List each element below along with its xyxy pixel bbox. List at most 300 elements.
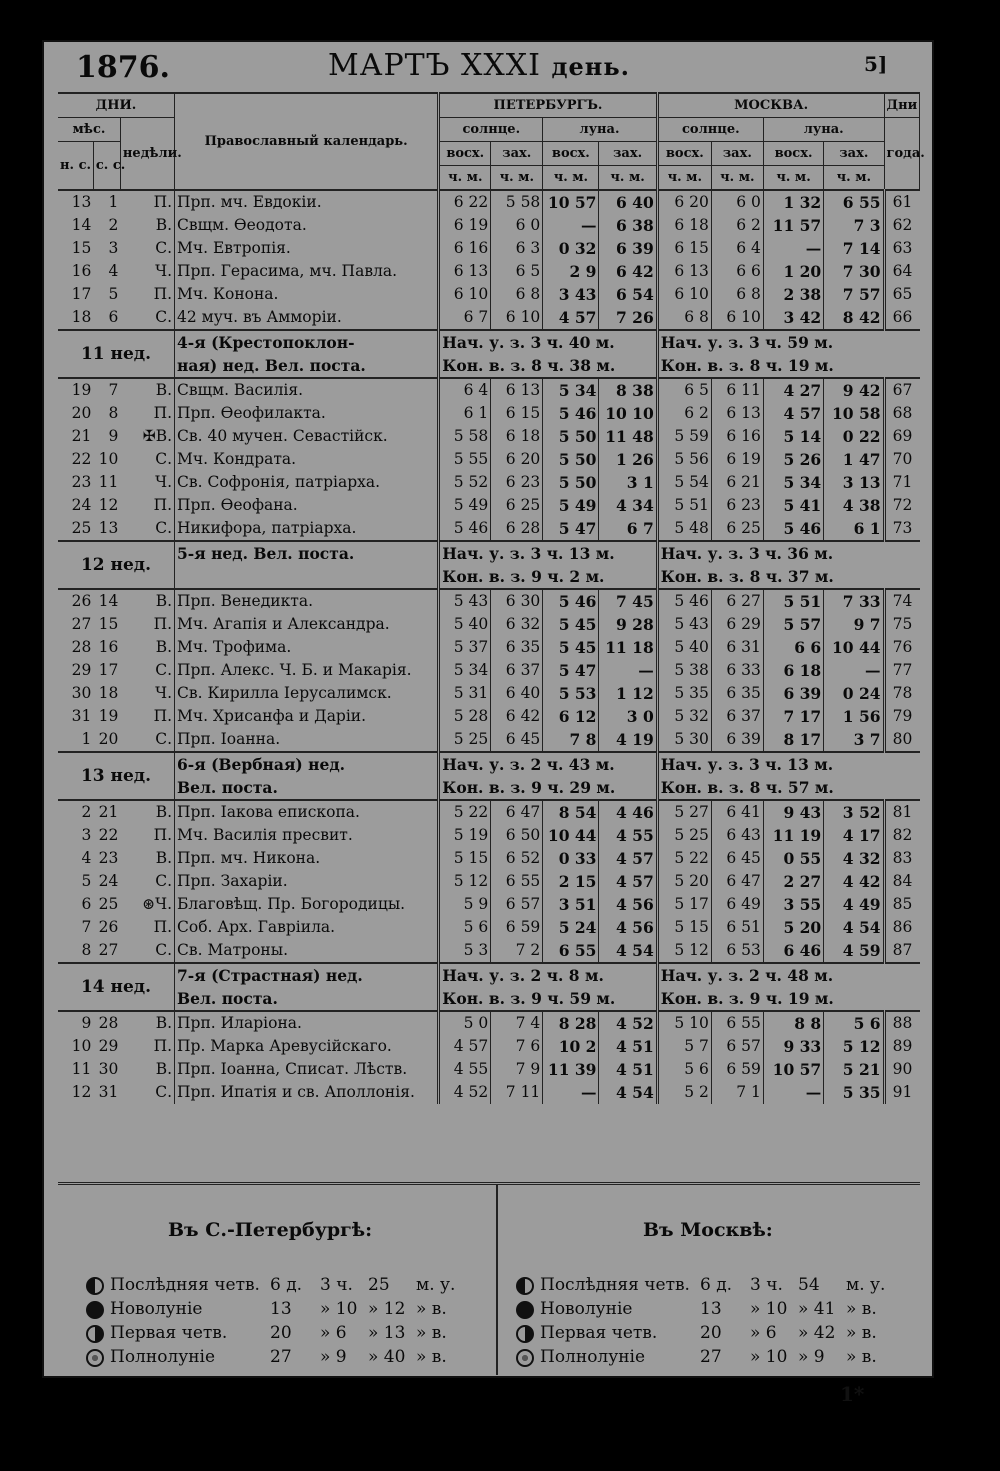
saint-name: Прп. Ипатiя и св. Аполлонiя. [175, 1081, 439, 1104]
phase-day: 6 д. [700, 1275, 733, 1295]
peter-moon-rise: 5 50 [543, 448, 599, 471]
day-ns: 3 [81, 826, 92, 844]
peter-sun-rise: 5 43 [439, 589, 491, 613]
moscow-sun-rise: 5 46 [657, 589, 711, 613]
year-day: 76 [884, 636, 919, 659]
peter-sun-rise: 4 52 [439, 1081, 491, 1104]
col-mes: мѣс. [58, 118, 120, 142]
peter-moon-set: 1 26 [599, 448, 657, 471]
weekday: ✠В. [142, 427, 173, 445]
table-body [58, 190, 920, 1104]
moscow-moon-rise: 5 46 [763, 517, 823, 541]
moscow-sun-rise: 6 8 [657, 306, 711, 330]
moscow-moon-rise: 3 42 [763, 306, 823, 330]
moscow-sun-set: 6 35 [711, 682, 763, 705]
week-row [58, 963, 920, 987]
hm-6: ч. м. [711, 166, 763, 191]
peter-moon-set: 3 0 [599, 705, 657, 728]
day-ns: 17 [71, 285, 92, 303]
moscow-moon-set: 4 59 [824, 939, 884, 963]
table-row [58, 494, 920, 517]
peter-sun-rise: 6 10 [439, 283, 491, 306]
table-row [58, 589, 920, 613]
table-row [58, 471, 920, 494]
day-ss: 11 [98, 473, 119, 491]
peter-twilight: Нач. у. з. 3 ч. 13 м. [439, 541, 658, 565]
day-ss: 29 [98, 1037, 119, 1055]
footer-signature: 1* [840, 1382, 865, 1406]
moscow-sun-rise: 5 12 [657, 939, 711, 963]
year-day: 89 [884, 1035, 919, 1058]
peter-sun-rise: 5 31 [439, 682, 491, 705]
week-name: 12 нед. [58, 541, 175, 589]
phase-minute: » 13 [368, 1323, 406, 1343]
peter-moon-set: 6 54 [599, 283, 657, 306]
moscow-sun-set: 6 59 [711, 1058, 763, 1081]
saint-name: Св. Софронiя, патрiарха. [175, 471, 439, 494]
moscow-moon-set: 4 32 [824, 847, 884, 870]
moscow-moon-set: 4 17 [824, 824, 884, 847]
peter-sun-rise: 4 57 [439, 1035, 491, 1058]
saint-name: Прп. Герасима, мч. Павла. [175, 260, 439, 283]
phase-minute: » 41 [798, 1299, 836, 1319]
peter-sun-set: 5 58 [491, 190, 543, 214]
phase-period: » в. [416, 1323, 447, 1343]
moscow-sun-rise: 5 35 [657, 682, 711, 705]
week-row [58, 987, 920, 1011]
day-ss: 24 [98, 872, 119, 890]
moscow-sun-set: 6 0 [711, 190, 763, 214]
phase-day: 20 [700, 1323, 722, 1343]
peter-sun: солнце. [439, 118, 543, 142]
peter-moon-set: 4 34 [599, 494, 657, 517]
year-day: 63 [884, 237, 919, 260]
moscow-moon-rise: 8 8 [763, 1011, 823, 1035]
moon-phase-row [86, 1345, 462, 1369]
peter-moon-rise: 5 50 [543, 425, 599, 448]
peter-sun-rise: 6 22 [439, 190, 491, 214]
peter-sun-rise: 5 28 [439, 705, 491, 728]
day-ns: 2 [58, 800, 93, 824]
day-ss: 28 [93, 1011, 120, 1035]
table-row [58, 1058, 920, 1081]
peter-moon-set: 9 28 [599, 613, 657, 636]
moscow-moon-set: 0 22 [824, 425, 884, 448]
day-ss: 25 [98, 895, 119, 913]
peter-sun-set: 7 2 [491, 939, 543, 963]
moscow-moon-set: 5 6 [824, 1011, 884, 1035]
day-ss: 23 [98, 849, 119, 867]
full-moon-icon [516, 1349, 534, 1367]
peter-moon-set: 6 42 [599, 260, 657, 283]
calendar-table [58, 92, 925, 1104]
col-moscow: МОСКВА. [657, 93, 884, 118]
col-ns: н. с. [58, 142, 93, 191]
saint-name: Прп. Iоанна, Списат. Лѣств. [175, 1058, 439, 1081]
peter-twilight: Кон. в. з. 8 ч. 38 м. [439, 354, 658, 378]
table-row [58, 237, 920, 260]
moscow-sun-rise: 5 48 [657, 517, 711, 541]
day-ns: 19 [58, 378, 93, 402]
peter-sun-set: 6 10 [491, 306, 543, 330]
day-ns: 23 [71, 473, 92, 491]
moscow-sun-set: 6 25 [711, 517, 763, 541]
table-row [58, 613, 920, 636]
saint-name: Мч. Конона. [175, 283, 439, 306]
moscow-moon-set: 4 42 [824, 870, 884, 893]
peter-moon-rise: 5 24 [543, 916, 599, 939]
day-ss: 3 [108, 239, 119, 257]
moscow-sun-set: 6 11 [711, 378, 763, 402]
day-ns: 8 [81, 941, 92, 959]
week-row [58, 752, 920, 776]
peter-moon-rise: 5 46 [543, 402, 599, 425]
weekday: П. [153, 404, 173, 422]
peter-moon-rise: 3 51 [543, 893, 599, 916]
saint-name: Мч. Кондрата. [175, 448, 439, 471]
first-quarter-icon [516, 1325, 534, 1343]
moscow-sun-rise: 5 10 [657, 1011, 711, 1035]
col-peter: ПЕТЕРБУРГЪ. [439, 93, 658, 118]
day-ss: 2 [108, 216, 119, 234]
saint-name: Прп. Ѳеофилакта. [175, 402, 439, 425]
moscow-moon-set: 7 33 [824, 589, 884, 613]
year-day: 71 [884, 471, 919, 494]
moscow-sun-rise: 6 10 [657, 283, 711, 306]
moscow-moon-rise: 6 18 [763, 659, 823, 682]
first-quarter-icon [86, 1325, 104, 1343]
moscow-sun-rise: 5 32 [657, 705, 711, 728]
moon-phase-row [516, 1345, 892, 1369]
weekday: П. [120, 190, 174, 214]
day-ns: 11 [71, 1060, 92, 1078]
peter-sun-set: 6 5 [491, 260, 543, 283]
peter-moon-rise: 2 9 [543, 260, 599, 283]
peter-sun-set: 6 40 [491, 682, 543, 705]
day-ss: 8 [108, 404, 119, 422]
weekday: С. [155, 239, 173, 257]
table-row [58, 705, 920, 728]
year-day: 73 [884, 517, 919, 541]
week-title: Вел. поста. [175, 987, 439, 1011]
peter-twilight: Кон. в. з. 9 ч. 2 м. [439, 565, 658, 589]
moscow-moon-set: 7 3 [824, 214, 884, 237]
day-ss: 18 [98, 684, 119, 702]
hm-4: ч. м. [599, 166, 657, 191]
week-row [58, 330, 920, 354]
moscow-moon-rise: 4 27 [763, 378, 823, 402]
day-ss: 4 [108, 262, 119, 280]
moscow-sun-rise: 5 15 [657, 916, 711, 939]
moon-phases [58, 1182, 920, 1380]
moscow-sun-rise: 6 15 [657, 237, 711, 260]
phase-hour: 3 ч. [750, 1275, 783, 1295]
saint-name: Мч. Василiя пресвит. [175, 824, 439, 847]
saint-name: 42 муч. въ Амморiи. [175, 306, 439, 330]
day-ss: 9 [108, 427, 119, 445]
peter-sun-rise: 5 9 [439, 893, 491, 916]
weekday: С. [155, 661, 173, 679]
peter-moon-rise: 6 12 [543, 705, 599, 728]
moscow-sun-rise: 5 59 [657, 425, 711, 448]
phase-name: Новолунiе [540, 1299, 633, 1319]
moscow-moon-rise: 5 34 [763, 471, 823, 494]
peter-sun-rise: 5 40 [439, 613, 491, 636]
moscow-moon-set: зах. [824, 142, 884, 166]
peter-sun-rise: 6 16 [439, 237, 491, 260]
day-ss: 7 [93, 378, 120, 402]
day-ns: 9 [58, 1011, 93, 1035]
moscow-sun-rise: восх. [657, 142, 711, 166]
week-name: 14 нед. [58, 963, 175, 1011]
peter-moon-rise: 8 28 [543, 1011, 599, 1035]
moscow-moon-set: 4 38 [824, 494, 884, 517]
peter-moon-set: 4 19 [599, 728, 657, 752]
peter-moon-rise: 5 46 [543, 589, 599, 613]
peter-sun-set: 6 28 [491, 517, 543, 541]
peter-moon-set: 4 57 [599, 870, 657, 893]
table-row [58, 800, 920, 824]
peter-sun-set: 6 59 [491, 916, 543, 939]
moscow-moon-rise: 3 55 [763, 893, 823, 916]
moscow-twilight: Кон. в. з. 9 ч. 19 м. [657, 987, 919, 1011]
peter-moon-set: 4 56 [599, 893, 657, 916]
saint-name: Мч. Трофима. [175, 636, 439, 659]
peter-sun-set: 7 6 [491, 1035, 543, 1058]
hm-8: ч. м. [824, 166, 884, 191]
peter-moon-set: 10 10 [599, 402, 657, 425]
peter-moon-rise: 10 57 [543, 190, 599, 214]
table-row [58, 1035, 920, 1058]
year-day: 82 [884, 824, 919, 847]
hm-1: ч. м. [439, 166, 491, 191]
peter-moon-rise: 5 45 [543, 636, 599, 659]
peter-twilight: Нач. у. з. 2 ч. 43 м. [439, 752, 658, 776]
day-ss: 13 [98, 519, 119, 537]
peter-sun-set: 6 0 [491, 214, 543, 237]
day-ns: 16 [71, 262, 92, 280]
peter-sun-set: 6 18 [491, 425, 543, 448]
moscow-twilight: Нач. у. з. 3 ч. 59 м. [657, 330, 919, 354]
day-ss: 15 [98, 615, 119, 633]
col-days-right: Дни [884, 93, 919, 118]
table-row [58, 402, 920, 425]
year-day: 72 [884, 494, 919, 517]
moscow-moon-rise: 6 39 [763, 682, 823, 705]
moon-phase-row [516, 1273, 892, 1297]
table-row [58, 893, 920, 916]
saint-name: Прп. Ѳеофана. [175, 494, 439, 517]
moscow-twilight: Нач. у. з. 3 ч. 36 м. [657, 541, 919, 565]
day-ss: 19 [98, 707, 119, 725]
weekday: ⊛Ч. [142, 895, 173, 913]
peter-sun-set: 6 55 [491, 870, 543, 893]
day-ns: 1 [81, 730, 92, 748]
phase-period: » в. [846, 1299, 877, 1319]
moscow-sun-set: 6 31 [711, 636, 763, 659]
year-day: 84 [884, 870, 919, 893]
peter-moon-rise: 4 57 [543, 306, 599, 330]
phase-name: Полнолунiе [110, 1347, 216, 1367]
year-day: 79 [884, 705, 919, 728]
peter-sun-rise: 5 46 [439, 517, 491, 541]
year-day: 68 [884, 402, 919, 425]
moscow-sun-set: 6 10 [711, 306, 763, 330]
peter-sun-rise: 5 0 [439, 1011, 491, 1035]
peter-moon-set: 11 48 [599, 425, 657, 448]
peter-moon-rise: 5 45 [543, 613, 599, 636]
peter-sun-set: 7 4 [491, 1011, 543, 1035]
peter-sun-rise: 5 6 [439, 916, 491, 939]
day-ss: 1 [93, 190, 120, 214]
moscow-moon-set: 7 30 [824, 260, 884, 283]
moscow-sun-set: 7 1 [711, 1081, 763, 1104]
peter-sun-rise: 4 55 [439, 1058, 491, 1081]
phase-day: 20 [270, 1323, 292, 1343]
moscow-sun-rise: 5 43 [657, 613, 711, 636]
weekday: В. [120, 589, 174, 613]
moscow-sun-rise: 5 54 [657, 471, 711, 494]
peter-sun-rise: 5 58 [439, 425, 491, 448]
saint-name: Св. Матроны. [175, 939, 439, 963]
msk-phases-title: Въ Москвѣ: [643, 1219, 773, 1241]
peter-moon-rise: 2 15 [543, 870, 599, 893]
year-day: 77 [884, 659, 919, 682]
day-ss: 21 [93, 800, 120, 824]
day-ss: 22 [98, 826, 119, 844]
peter-sun-rise: 5 15 [439, 847, 491, 870]
weekday: П. [153, 615, 173, 633]
day-ns: 31 [71, 707, 92, 725]
table-row [58, 517, 920, 541]
day-ss: 6 [108, 308, 119, 326]
weekday: П. [153, 1037, 173, 1055]
peter-moon-set: 1 12 [599, 682, 657, 705]
day-ns: 15 [71, 239, 92, 257]
phase-name: Первая четв. [540, 1323, 658, 1343]
year-day: 85 [884, 893, 919, 916]
peter-moon-set: 6 38 [599, 214, 657, 237]
page-number: 5] [864, 52, 888, 76]
weekday: П. [153, 707, 173, 725]
moscow-moon-set: 6 55 [824, 190, 884, 214]
last-quarter-icon [86, 1277, 104, 1295]
month-title: МАРТЪ XXXI [328, 48, 541, 83]
moscow-moon-rise: 1 20 [763, 260, 823, 283]
saint-name: Мч. Евтропiя. [175, 237, 439, 260]
weekday: П. [153, 285, 173, 303]
moon-phase-row [516, 1297, 892, 1321]
moscow-sun-set: 6 55 [711, 1011, 763, 1035]
day-ns: 12 [71, 1083, 92, 1101]
moscow-moon-set: 10 58 [824, 402, 884, 425]
week-title [175, 565, 439, 589]
peter-sun-set: 6 47 [491, 800, 543, 824]
moscow-sun-set: зах. [711, 142, 763, 166]
moscow-sun-set: 6 53 [711, 939, 763, 963]
moon-divider [496, 1185, 498, 1375]
year-day: 83 [884, 847, 919, 870]
peter-moon-set: 6 39 [599, 237, 657, 260]
saint-name: Прп. Алекс. Ч. Б. и Макарiя. [175, 659, 439, 682]
moscow-sun-set: 6 2 [711, 214, 763, 237]
day-ns: 13 [58, 190, 93, 214]
weekday: Ч. [155, 262, 173, 280]
saint-name: Соб. Арх. Гаврiила. [175, 916, 439, 939]
hm-5: ч. м. [657, 166, 711, 191]
moscow-moon-set: 9 42 [824, 378, 884, 402]
moon-phase-row [86, 1273, 462, 1297]
table-row [58, 448, 920, 471]
day-ns: 6 [81, 895, 92, 913]
day-ss: 10 [98, 450, 119, 468]
moscow-moon-set: — [824, 659, 884, 682]
moscow-sun-rise: 5 17 [657, 893, 711, 916]
moscow-moon-rise: 8 17 [763, 728, 823, 752]
peter-sun-rise: 5 37 [439, 636, 491, 659]
day-ss: 17 [98, 661, 119, 679]
moscow-twilight: Нач. у. з. 3 ч. 13 м. [657, 752, 919, 776]
col-days: ДНИ. [58, 93, 175, 118]
moscow-sun-set: 6 57 [711, 1035, 763, 1058]
phase-minute: » 42 [798, 1323, 836, 1343]
moscow-sun-set: 6 43 [711, 824, 763, 847]
peter-moon-rise: 5 53 [543, 682, 599, 705]
weekday: Ч. [155, 684, 173, 702]
moscow-moon-set: 5 35 [824, 1081, 884, 1104]
moscow-sun-rise: 6 18 [657, 214, 711, 237]
year-day: 86 [884, 916, 919, 939]
table-row [58, 1011, 920, 1035]
saint-name: Мч. Хрисанфа и Дарiи. [175, 705, 439, 728]
weekday: П. [153, 918, 173, 936]
week-row [58, 354, 920, 378]
moscow-moon-rise: 0 55 [763, 847, 823, 870]
moscow-moon-rise: 6 6 [763, 636, 823, 659]
peter-moon-set: 4 56 [599, 916, 657, 939]
moscow-sun-set: 6 13 [711, 402, 763, 425]
week-title: 5-я нед. Вел. поста. [175, 541, 439, 565]
moscow-sun-rise: 5 30 [657, 728, 711, 752]
moscow-sun: солнце. [657, 118, 763, 142]
peter-moon-set: 11 18 [599, 636, 657, 659]
moscow-sun-set: 6 39 [711, 728, 763, 752]
phase-name: Послѣдняя четв. [110, 1275, 260, 1295]
moscow-sun-set: 6 47 [711, 870, 763, 893]
weekday: В. [155, 638, 173, 656]
table-row [58, 870, 920, 893]
moscow-sun-set: 6 51 [711, 916, 763, 939]
phase-minute: » 12 [368, 1299, 406, 1319]
moon-phase-row [86, 1321, 462, 1345]
moscow-moon-rise: 4 57 [763, 402, 823, 425]
moscow-moon-set: 4 54 [824, 916, 884, 939]
moscow-sun-set: 6 6 [711, 260, 763, 283]
peter-twilight: Кон. в. з. 9 ч. 59 м. [439, 987, 658, 1011]
peter-moon-rise: 7 8 [543, 728, 599, 752]
phase-minute: 54 [798, 1275, 820, 1295]
moscow-moon-rise: 5 20 [763, 916, 823, 939]
peter-twilight: Нач. у. з. 3 ч. 40 м. [439, 330, 658, 354]
phase-period: » в. [416, 1299, 447, 1319]
phase-name: Полнолунiе [540, 1347, 646, 1367]
saint-name: Прп. мч. Никона. [175, 847, 439, 870]
peter-moon-rise: 3 43 [543, 283, 599, 306]
peter-moon-rise: 5 49 [543, 494, 599, 517]
moscow-sun-set: 6 21 [711, 471, 763, 494]
peter-sun-set: 6 3 [491, 237, 543, 260]
moscow-sun-rise: 6 2 [657, 402, 711, 425]
